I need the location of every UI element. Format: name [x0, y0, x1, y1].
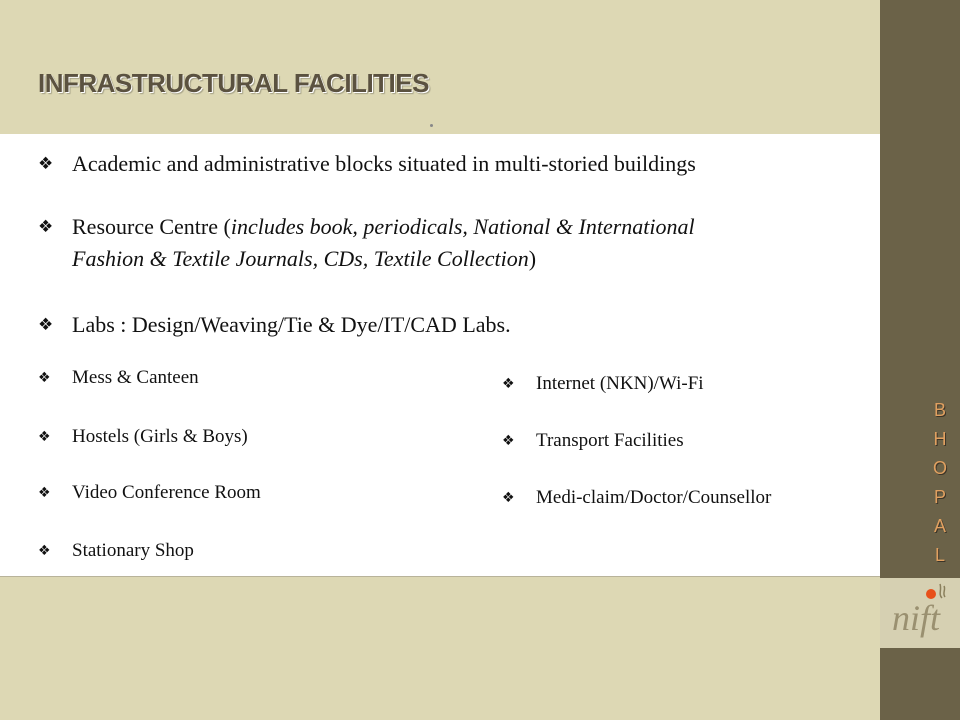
bullet-icon: ❖ [38, 154, 54, 174]
bullet-text: Internet (NKN)/Wi-Fi [536, 373, 704, 394]
list-item [502, 486, 771, 510]
list-item [502, 429, 684, 453]
list-item [502, 372, 704, 396]
bullet-icon: ❖ [502, 490, 515, 506]
city-letter: L [934, 545, 945, 565]
bullet-text: Resource Centre ( [72, 214, 231, 239]
slide-title: INFRASTRUCTURAL FACILITIES [38, 68, 429, 98]
city-letter: B [933, 400, 946, 420]
bullet-text-line2 [72, 243, 858, 275]
list-item [38, 148, 858, 180]
bullet-icon: ❖ [502, 433, 515, 449]
bullet-icon: ❖ [38, 370, 51, 386]
bullet-text: Video Conference Room [72, 482, 261, 503]
city-letter: O [932, 458, 947, 478]
decorative-dot [430, 124, 433, 127]
city-letter: H [933, 429, 947, 449]
bullet-icon: ❖ [38, 429, 51, 445]
bullet-icon: ❖ [38, 217, 54, 237]
bullet-text-line1 [72, 211, 858, 243]
bullet-text: Hostels (Girls & Boys) [72, 426, 248, 447]
bullet-text-italic: Fashion & Textile Journals, CDs, Textile Collection [72, 246, 529, 271]
content-area [0, 134, 880, 577]
list-item [38, 539, 194, 563]
logo-text: nift [892, 598, 941, 638]
list-item [38, 366, 199, 390]
city-letter: A [933, 516, 946, 536]
header-band [0, 0, 880, 134]
bullet-text: Stationary Shop [72, 540, 194, 561]
bullet-text: Medi-claim/Doctor/Counsellor [536, 487, 772, 508]
bullet-text: Academic and administrative blocks situated in multi-storied buildings [72, 151, 696, 176]
bullet-text: Mess & Canteen [72, 367, 199, 388]
list-item [38, 481, 261, 505]
nift-logo-icon [884, 580, 958, 646]
city-name-vertical [924, 396, 956, 570]
bullet-text: Labs : Design/Weaving/Tie & Dye/IT/CAD Labs. [72, 312, 511, 337]
bullet-text: ) [528, 246, 537, 271]
bullet-icon: ❖ [38, 543, 51, 559]
footer-band [0, 577, 880, 720]
list-item [38, 211, 858, 275]
bullet-text-italic: includes book, periodicals, National & International [230, 214, 695, 239]
bullet-icon: ❖ [502, 376, 515, 392]
bullet-icon: ❖ [38, 315, 54, 335]
list-item [38, 425, 248, 449]
list-item [38, 309, 858, 341]
city-letter: P [933, 487, 946, 507]
bullet-icon: ❖ [38, 485, 51, 501]
bullet-text: Transport Facilities [536, 430, 684, 451]
